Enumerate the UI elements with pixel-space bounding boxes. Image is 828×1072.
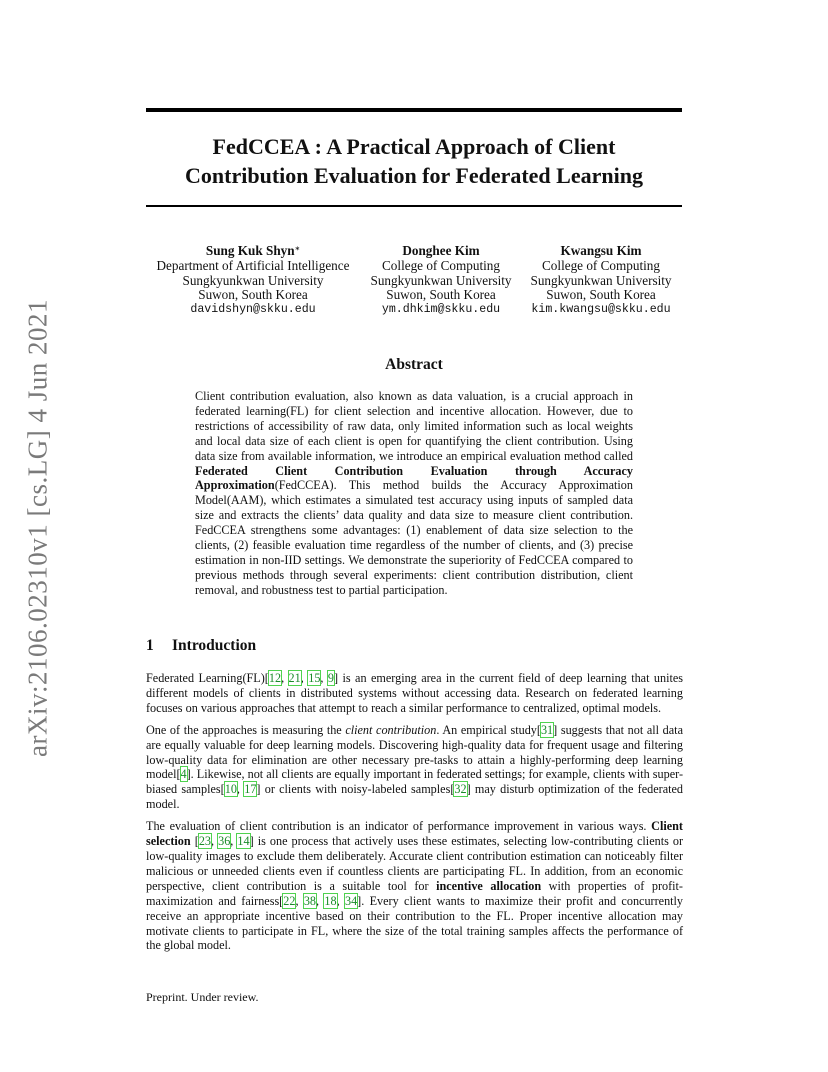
author-location: Suwon, South Korea (546, 287, 656, 303)
citation-link[interactable]: 23 (198, 834, 211, 849)
author-name: Kwangsu Kim (560, 243, 642, 258)
bold-term: incentive allocation (436, 878, 542, 893)
author-department: Department of Artificial Intelligence (156, 257, 350, 273)
citation-link[interactable]: 21 (288, 671, 301, 685)
title-bottom-rule (146, 205, 682, 207)
footer-note: Preprint. Under review. (146, 990, 259, 1004)
citation-link[interactable]: 17 (244, 782, 257, 797)
author-email[interactable]: davidshyn@skku.edu (190, 303, 316, 317)
citation-link[interactable]: 32 (454, 782, 467, 797)
author-university: Sungkyunkwan University (370, 272, 512, 288)
citation-link[interactable]: 36 (218, 834, 231, 849)
author-3 (526, 244, 676, 318)
citation-link[interactable]: 14 (237, 834, 250, 849)
author-email[interactable]: ym.dhkim@skku.edu (381, 303, 501, 317)
paragraph-2: One of the approaches is measuring the client contribution. An empirical study[31] suggests that not all data are equally valuable for deep learning models. Discovering high-quality data for frequent usage and filtering low-quality data for elimination are other necessary pre-tasks to attain a highly-performing deep learning model[4]. Likewise, not all clients are equally important in federated settings; for example, clients with super-biased samples[10, 17] or clients with noisy-labeled samples[32] may disturb optimization of the federated model. (146, 722, 684, 812)
paragraph-1: Federated Learning(FL)[12, 21, 15, 9] is an emerging area in the current field of deep learning that unites different models of clients in distributed systems without accessing data. Research on federated learning focuses on various approaches that attempt to reach a similar performance to centralized, optimal models. (146, 671, 684, 715)
abstract-heading: Abstract (385, 356, 443, 373)
section-title: Introduction (172, 637, 257, 654)
citation-link[interactable]: 22 (283, 893, 296, 908)
citation-link[interactable]: 18 (324, 893, 337, 908)
section-number: 1 (146, 637, 154, 654)
citation-link[interactable]: 10 (224, 782, 237, 797)
citation-link[interactable]: 4 (180, 767, 187, 782)
author-block (146, 244, 682, 324)
method-name: Federated Client Contribution Evaluation through Accuracy Approximation (195, 463, 633, 493)
citation-link[interactable]: 31 (540, 722, 554, 737)
author-2 (366, 244, 516, 318)
title-top-rule (146, 108, 682, 112)
author-location: Suwon, South Korea (198, 287, 308, 303)
title-line-2: Contribution Evaluation for Federated Learning (185, 163, 643, 188)
abstract-text: Client contribution evaluation, also known as data valuation, is a crucial approach in federated learning(FL) for client selection and incentive allocation. However, due to restrictions of accessibility of raw data, only limited information such as local weights and local data size of each client is open for quantifying the client contribution. Using data size from available information, we introduce an empirical evaluation method called Federated Client Contribution Evaluation through Accuracy Approximation(FedCCEA). This method builds the Accuracy Approximation Model(AAM), which estimates a simulated test accuracy using inputs of sampled data size and extracts the clients’ data quality and data size to measure client contribution. FedCCEA strengthens some advantages: (1) enablement of data size selection to the clients, (2) feasible evaluation time regardless of the number of clients, and (3) precise estimation in non-IID settings. We demonstrate the superiority of FedCCEA compared to previous methods through several experiments: client contribution distribution, client removal, and robustness test to partial participation. (195, 389, 633, 597)
arxiv-identifier: arXiv:2106.02310v1 [cs.LG] 4 Jun 2021 (22, 299, 53, 757)
author-email[interactable]: kim.kwangsu@skku.edu (531, 303, 671, 317)
author-location: Suwon, South Korea (386, 287, 496, 303)
citation-link[interactable]: 12 (268, 671, 282, 685)
author-department: College of Computing (542, 257, 660, 273)
paper-title (146, 132, 682, 190)
footnote-mark: ∗ (294, 244, 301, 253)
citation-link[interactable]: 15 (308, 671, 321, 685)
author-1 (150, 244, 356, 318)
introduction-body (146, 671, 683, 960)
title-line-1: FedCCEA : A Practical Approach of Client (212, 134, 616, 159)
author-university: Sungkyunkwan University (182, 272, 324, 288)
author-name: Sung Kuk Shyn (205, 243, 295, 258)
citation-link[interactable]: 34 (344, 893, 358, 908)
author-department: College of Computing (382, 257, 500, 273)
bold-term: Client selection (146, 819, 683, 849)
author-name: Donghee Kim (402, 243, 480, 258)
section-heading (146, 637, 256, 655)
emphasis: client contribution (345, 722, 437, 737)
author-university: Sungkyunkwan University (530, 272, 672, 288)
citation-link[interactable]: 38 (303, 893, 317, 908)
citation-link[interactable]: 9 (327, 671, 334, 685)
paragraph-3: The evaluation of client contribution is an indicator of performance improvement in various ways. Client selection [23, 36, 14] is one process that actively uses these estimates, selecting low-contributing clients or low-quality images to exclude them deliberately. Accurate client contribution estimation can noticeably filter malicious or unneeded clients even if countless clients are participating FL. In addition, from an economic perspective, client contribution is a suitable tool for incentive allocation with properties of profit-maximization and fairness[22, 38, 18, 34]. Every client wants to maximize their profit and concurrently receive an appropriate incentive based on their contribution to the FL. Proper incentive allocation may motivate clients to participate in FL, where the size of the total training samples affects the performance of the global model. (146, 819, 684, 953)
